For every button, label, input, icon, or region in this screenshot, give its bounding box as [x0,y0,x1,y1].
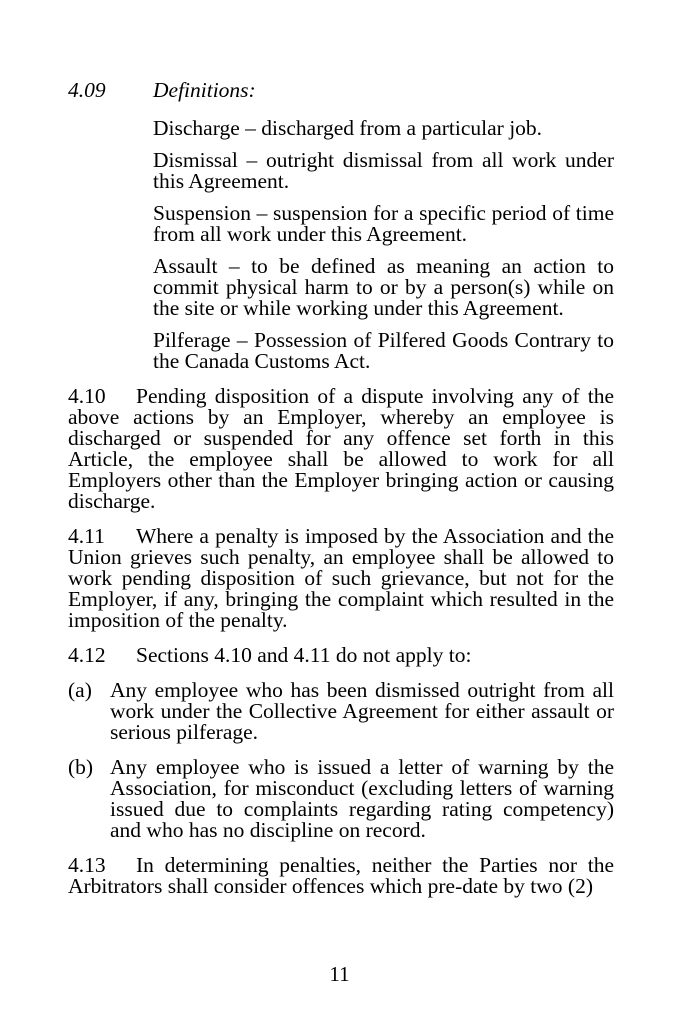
section-number: 4.10 [68,384,106,408]
section-text: Pending disposition of a dispute involving any of the above actions by an Employer, whereby an employee is discharged or suspended for any offence set forth in this Article, the employee shall be allowed to work for all Employers other than the Employer bringing action or causing discharge. [68,384,614,513]
heading-number: 4.09 [68,78,106,102]
section-number: 4.13 [68,853,106,877]
definition-pilferage: Pilferage – Possession of Pilfered Goods Contrary to the Canada Customs Act. [153,328,614,373]
list-item-text: Any employee who has been dismissed outright from all work under the Collective Agreement for either assault or serious pilferage. [110,678,614,744]
document-body [68,80,614,897]
definition-discharge: Discharge – discharged from a particular job. [153,116,543,140]
section-text: Sections 4.10 and 4.11 do not apply to: [136,643,472,667]
section-4-10 [68,386,614,512]
section-heading [68,80,614,108]
definition-assault: Assault – to be defined as meaning an action to commit physical harm to or by a person(s) while on the site or while working under this Agreement. [153,254,614,320]
section-4-13 [68,855,614,897]
section-text: In determining penalties, neither the Parties nor the Arbitrators shall consider offences which pre-date by two (2) [68,853,614,898]
heading-title: Definitions: [153,78,256,102]
section-number: 4.11 [68,524,105,548]
list-item-label: (a) [68,678,92,702]
list-item-a [68,680,614,743]
list-item-b [68,757,614,841]
page-number: 11 [329,962,350,986]
definition-dismissal: Dismissal – outright dismissal from all work under this Agreement. [153,148,614,193]
section-number: 4.12 [68,643,106,667]
definition-suspension: Suspension – suspension for a specific period of time from all work under this Agreement. [153,201,614,246]
section-text: Where a penalty is imposed by the Association and the Union grieves such penalty, an employee shall be allowed to work pending disposition of such grievance, but not for the Employer, if any, bringing the complaint which resulted in the imposition of the penalty. [68,524,614,632]
section-4-12 [68,645,614,666]
section-4-11 [68,526,614,631]
list-item-text: Any employee who is issued a letter of warning by the Association, for misconduct (excluding letters of warning issued due to complaints regarding rating competency) and who has no discipline on record. [110,755,614,842]
list-item-label: (b) [68,755,94,779]
